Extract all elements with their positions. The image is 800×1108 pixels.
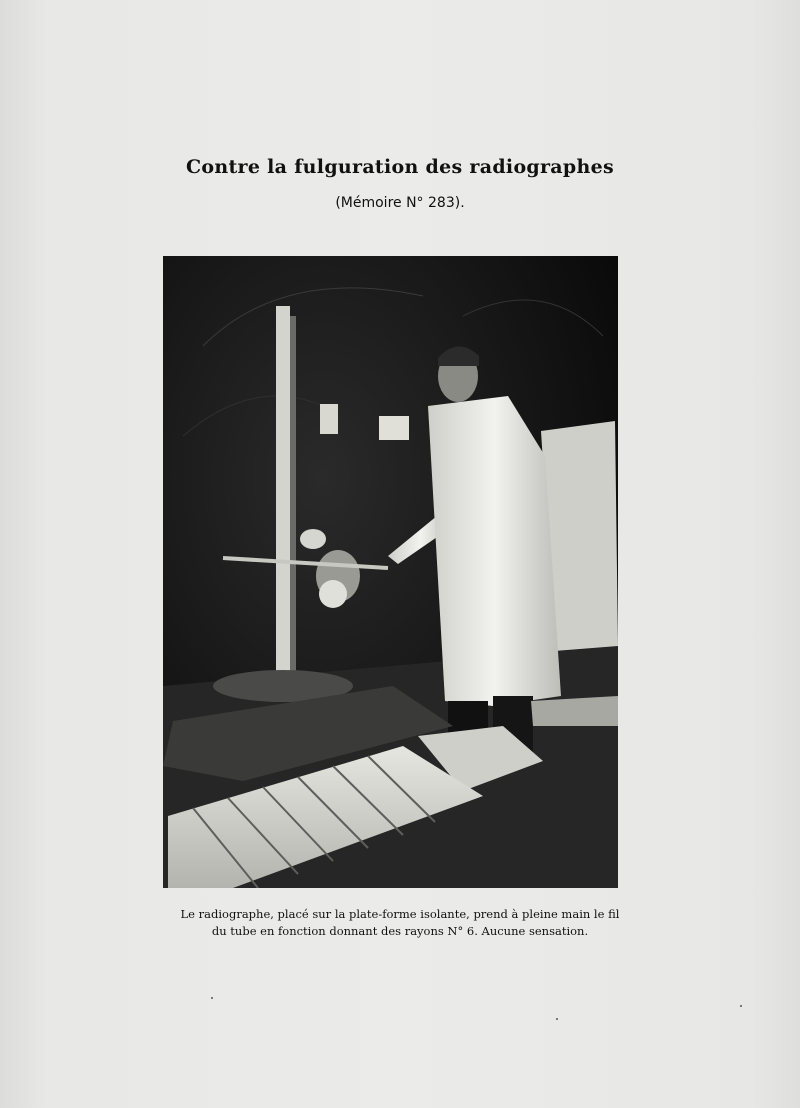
stand-pole [276,306,290,676]
photograph-drawing [163,256,618,888]
caption-line-1: Le radiographe, placé sur la plate-forme isolante, prend à pleine main le fil [180,907,620,921]
page-title: Contre la fulguration des radiographes [185,156,615,178]
paper-speck [211,997,213,999]
photo-caption [150,906,650,940]
halftone-photograph [163,256,618,888]
paper-speck [740,1005,742,1007]
caption-line-2: du tube en fonction donnant des rayons N° 6. Aucune sensation. [211,924,589,938]
paper-speck [556,1018,558,1020]
wall-light-right [379,416,409,440]
page-subtitle: (Mémoire N° 283). [335,195,465,211]
wall-light-left [320,404,338,434]
